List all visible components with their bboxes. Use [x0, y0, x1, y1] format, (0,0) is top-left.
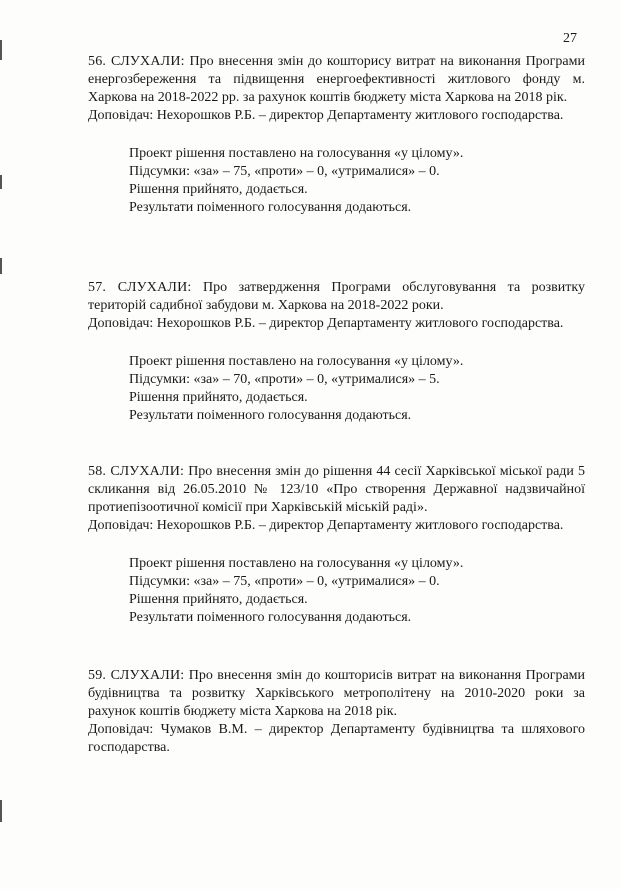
page-number: 27 — [563, 31, 577, 46]
item-speaker: Доповідач: Чумаков В.М. – директор Департаменту будівництва та шляхового господарства. — [88, 722, 585, 755]
vote-line: Проект рішення поставлено на голосування «у цілому». — [129, 146, 464, 161]
item-speaker: Доповідач: Нехорошков Р.Б. – директор Департаменту житлового господарства. — [88, 108, 564, 123]
agenda-item-58 — [88, 463, 585, 627]
item-heading — [88, 667, 585, 721]
agenda-item-57 — [88, 279, 585, 425]
item-subject: Про затвердження Програми обслуговування та розвитку територій садибної забудови м. Харкова на 2018-2022 роки. — [88, 280, 585, 313]
vote-line: Рішення прийнято, додається. — [129, 592, 308, 607]
item-heading — [88, 53, 585, 107]
item-heading — [88, 463, 585, 517]
heard-label: 56. СЛУХАЛИ: — [88, 54, 185, 69]
scan-edge-mark — [0, 258, 2, 274]
heard-label: 57. СЛУХАЛИ: — [88, 280, 192, 295]
item-subject: Про внесення змін до рішення 44 сесії Харківської міської ради 5 скликання від 26.05.2010 № 123/10 «Про створення Державної надзвичайної протиепізоотичної комісії при Харківській міській раді». — [88, 464, 586, 515]
item-speaker: Доповідач: Нехорошков Р.Б. – директор Департаменту житлового господарства. — [88, 518, 564, 533]
vote-line: Рішення прийнято, додається. — [129, 182, 308, 197]
vote-block — [88, 145, 585, 217]
vote-line: Підсумки: «за» – 70, «проти» – 0, «утрималися» – 5. — [129, 372, 440, 387]
vote-line: Результати поіменного голосування додаються. — [129, 610, 412, 625]
heard-label: 58. СЛУХАЛИ: — [88, 464, 185, 479]
item-heading — [88, 279, 585, 315]
item-speaker: Доповідач: Нехорошков Р.Б. – директор Департаменту житлового господарства. — [88, 316, 564, 331]
item-subject: Про внесення змін до кошторисів витрат на виконання Програми будівництва та розвитку Харківського метрополітену на 2010-2020 роки за рахунок коштів бюджету міста Харкова на 2018 рік. — [88, 668, 586, 719]
vote-line: Підсумки: «за» – 75, «проти» – 0, «утрималися» – 0. — [129, 574, 440, 589]
vote-block — [88, 353, 585, 425]
scan-edge-mark — [0, 175, 2, 189]
scan-edge-mark — [0, 800, 2, 822]
vote-line: Підсумки: «за» – 75, «проти» – 0, «утрималися» – 0. — [129, 164, 440, 179]
item-subject: Про внесення змін до кошторису витрат на виконання Програми енергозбереження та підвищення енергоефективності житлового фонду м. Харкова на 2018-2022 рр. за рахунок коштів бюджету міста Харкова на 2018 рік. — [88, 54, 585, 105]
vote-line: Результати поіменного голосування додаються. — [129, 200, 412, 215]
vote-line: Результати поіменного голосування додаються. — [129, 408, 412, 423]
scan-edge-mark — [0, 40, 2, 60]
vote-line: Проект рішення поставлено на голосування «у цілому». — [129, 556, 464, 571]
vote-line: Рішення прийнято, додається. — [129, 390, 308, 405]
vote-block — [88, 555, 585, 627]
agenda-item-56 — [88, 53, 585, 217]
heard-label: 59. СЛУХАЛИ: — [88, 668, 185, 683]
agenda-item-59 — [88, 667, 585, 757]
vote-line: Проект рішення поставлено на голосування «у цілому». — [129, 354, 464, 369]
